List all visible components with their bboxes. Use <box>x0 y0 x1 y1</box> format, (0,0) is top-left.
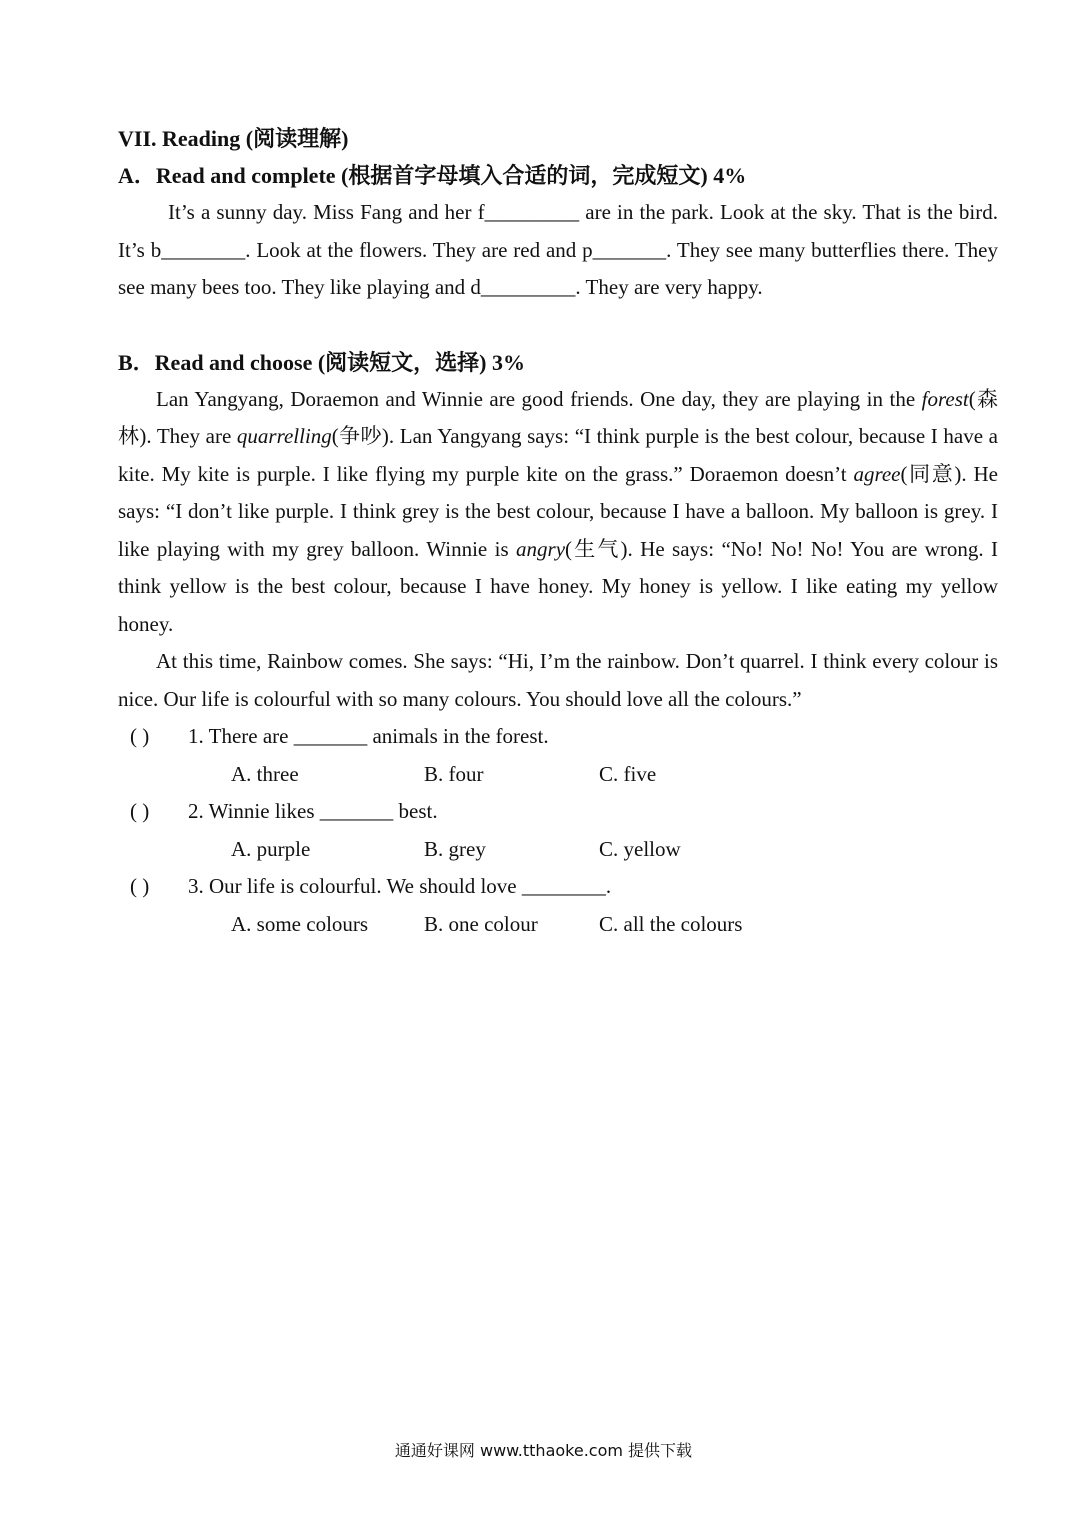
word-forest: forest <box>921 386 969 411</box>
question-list <box>118 718 998 943</box>
word-angry: angry <box>516 536 566 561</box>
option-a: A. purple <box>231 836 311 861</box>
options-row <box>118 756 998 794</box>
option-b: B. grey <box>424 836 486 861</box>
option-b: B. four <box>424 761 484 786</box>
option-a: A. some colours <box>231 911 369 936</box>
answer-blank[interactable]: ( ) <box>130 724 150 748</box>
question-row <box>118 868 998 906</box>
question-row <box>118 793 998 831</box>
options-row <box>118 831 998 869</box>
answer-blank[interactable]: ( ) <box>130 799 150 823</box>
option-a: A. three <box>231 761 299 786</box>
page-footer: 通通好课网 www.tthaoke.com 提供下载 <box>394 1441 693 1460</box>
p1-segment-3: (争吵). Lan Yangyang says: “I think purple is the best colour, because I have a kite. My kite is purple. I like flying my purple kite on the grass.” Doraemon doesn’t <box>118 424 998 486</box>
question-text: 1. There are _______ animals in the forest. <box>188 724 549 748</box>
option-c: C. yellow <box>599 836 681 861</box>
options-row <box>118 906 998 944</box>
p1-segment-4: (同意). He says: “I don’t like purple. I think grey is the best colour, because I have a balloon. My balloon is grey. I like playing with my grey balloon. Winnie is <box>118 461 998 561</box>
part-b-paragraph-1 <box>118 381 998 644</box>
question-row <box>118 718 998 756</box>
question-text: 2. Winnie likes _______ best. <box>188 799 438 823</box>
p1-segment-2: (森林). They are <box>118 386 998 448</box>
option-c: C. all the colours <box>599 911 743 936</box>
part-b-title: B．Read and choose (阅读短文，选择) 3% <box>118 349 526 375</box>
worksheet-page <box>118 120 998 943</box>
option-b: B. one colour <box>424 911 538 936</box>
part-a-passage: It’s a sunny day. Miss Fang and her f_________ are in the park. Look at the sky. That is the bird. It’s b________. Look at the flowers. They are red and p_______. They see many butterflies there. They see many bees too. They like playing and d_________. They are very happy. <box>118 200 998 299</box>
p1-segment-5: (生气). He says: “No! No! No! You are wrong. I think yellow is the best colour, because I have honey. My honey is yellow. I like eating my yellow honey. <box>118 536 998 636</box>
answer-blank[interactable]: ( ) <box>130 874 150 898</box>
part-a-title: A．Read and complete (根据首字母填入合适的词，完成短文) 4% <box>118 163 747 188</box>
word-quarrelling: quarrelling <box>236 424 332 448</box>
p1-segment-1: Lan Yangyang, Doraemon and Winnie are good friends. One day, they are playing in the <box>156 386 922 411</box>
spacer <box>118 307 998 344</box>
question-text: 3. Our life is colourful. We should love ________. <box>188 874 612 898</box>
word-agree: agree <box>853 461 901 486</box>
section-title: VII. Reading (阅读理解) <box>118 126 349 151</box>
option-c: C. five <box>599 761 657 786</box>
part-b-paragraph-2: At this time, Rainbow comes. She says: “Hi, I’m the rainbow. Don’t quarrel. I think every colour is nice. Our life is colourful with so many colours. You should love all the colours.” <box>118 649 998 711</box>
